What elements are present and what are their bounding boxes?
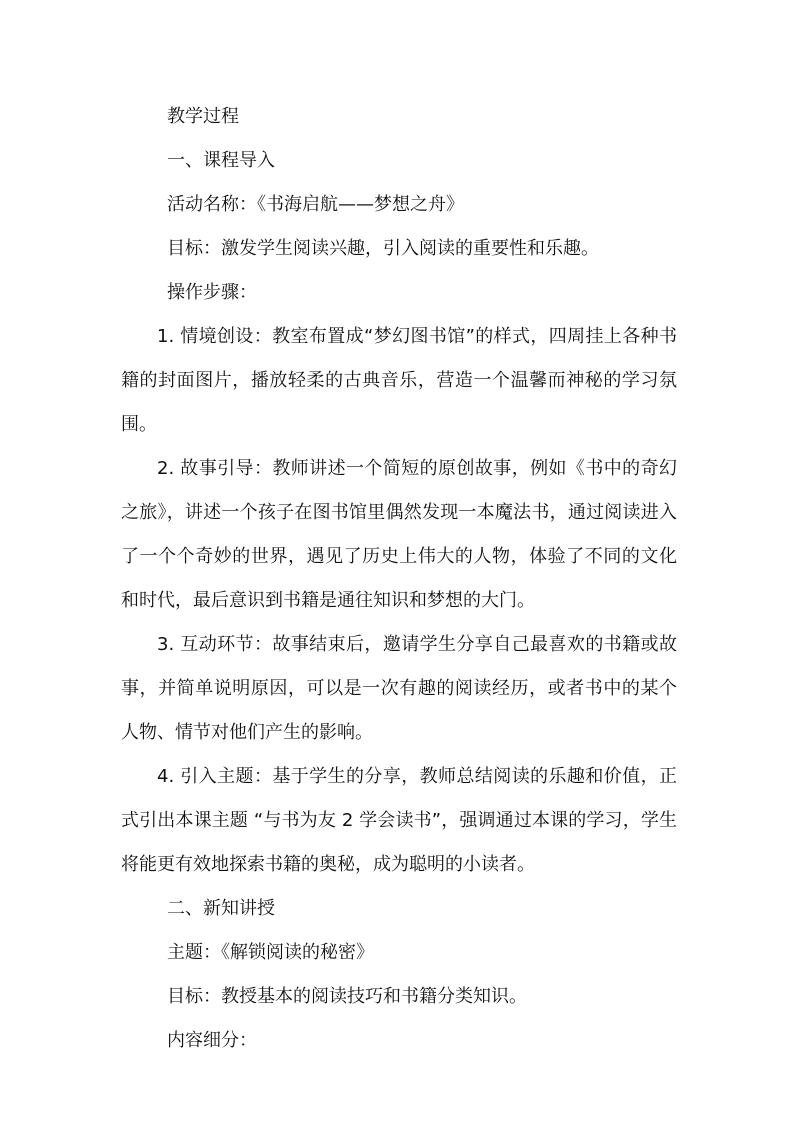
content-label: 内容细分： — [167, 1030, 257, 1051]
section2-title: 二、新知讲授 — [167, 898, 275, 919]
section1-goal: 目标：激发学生阅读兴趣，引入阅读的重要性和乐趣。 — [167, 238, 599, 259]
step-3-paragraph: 3. 互动环节：故事结束后，邀请学生分享自己最喜欢的书籍或故事，并简单说明原因，可以是一次有趣的阅读经历，或者书中的某个人物、情节对他们产生的影响。 — [121, 634, 677, 743]
activity-name: 活动名称：《书海启航——梦想之舟》 — [167, 194, 464, 215]
document-heading: 教学过程 — [167, 106, 239, 127]
section2-topic: 主题：《解锁阅读的秘密》 — [167, 942, 374, 963]
step-1-paragraph: 1. 情境创设：教室布置成“梦幻图书馆”的样式，四周挂上各种书籍的封面图片，播放轻柔的古典音乐，营造一个温馨而神秘的学习氛围。 — [121, 326, 677, 435]
step-2-paragraph: 2. 故事引导：教师讲述一个简短的原创故事，例如《书中的奇幻之旅》，讲述一个孩子在图书馆里偶然发现一本魔法书，通过阅读进入了一个个奇妙的世界，遇见了历史上伟大的人物，体验了不同的文化和时代，最后意识到书籍是通往知识和梦想的大门。 — [121, 458, 677, 611]
step-4-paragraph: 4. 引入主题：基于学生的分享，教师总结阅读的乐趣和价值，正式引出本课主题 “与书为友 2 学会读书”，强调通过本课的学习，学生将能更有效地探索书籍的奥秘，成为聪明的小读者。 — [121, 766, 677, 875]
section2-goal: 目标：教授基本的阅读技巧和书籍分类知识。 — [167, 986, 527, 1007]
section1-title: 一、课程导入 — [167, 150, 275, 171]
steps-label: 操作步骤： — [167, 282, 257, 303]
